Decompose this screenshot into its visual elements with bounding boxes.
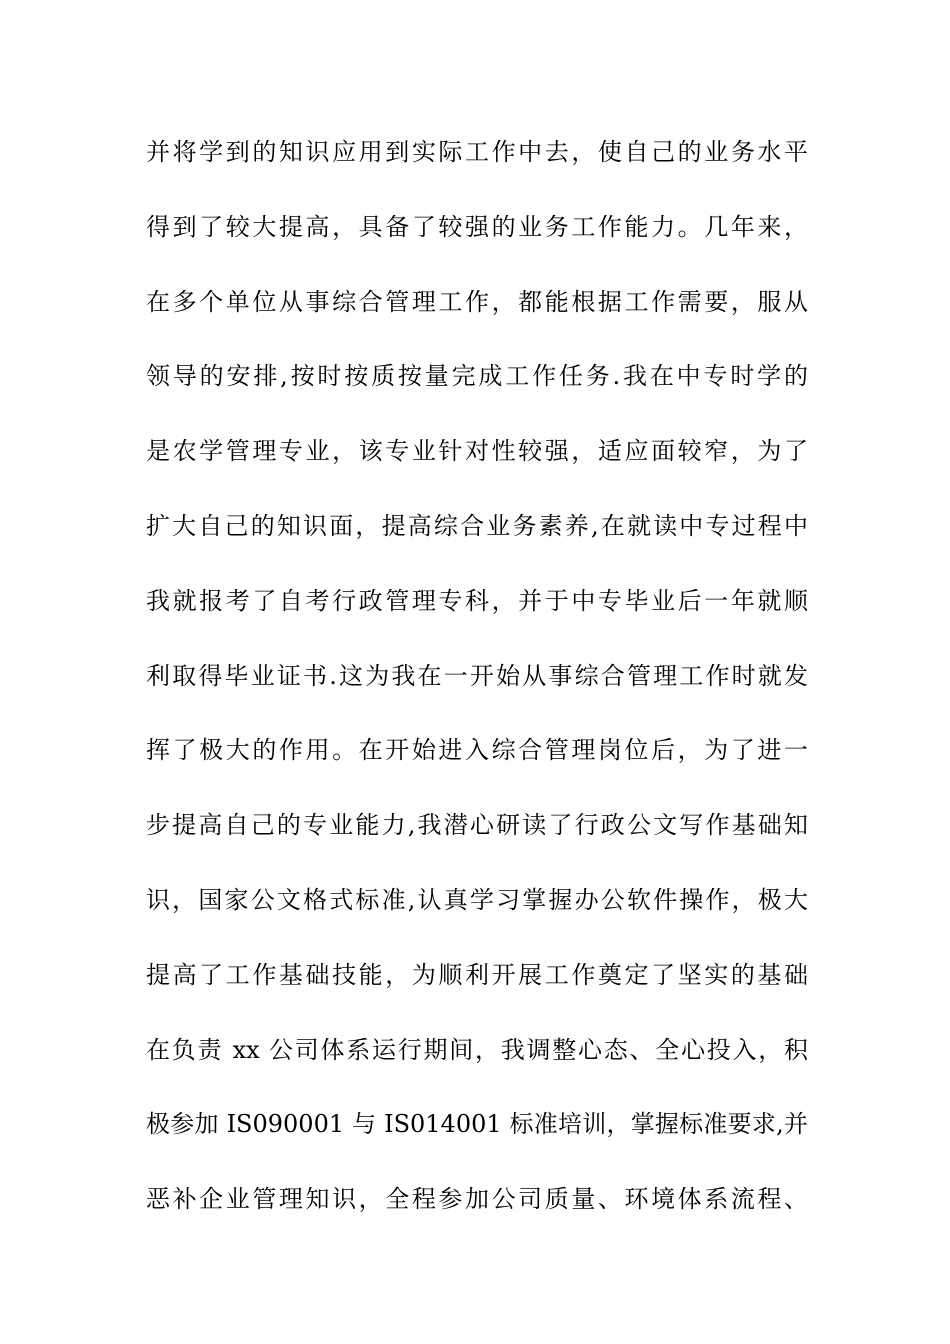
text-line-13: 在负责 xx 公司体系运行期间，我调整心态、全心投入，积 [146, 1035, 808, 1064]
text-line-15: 恶补企业管理知识，全程参加公司质量、环境体系流程、 [146, 1185, 808, 1214]
body-text [146, 128, 808, 1250]
text-line-5: 是农学管理专业，该专业针对性较强，适应面较窄，为了 [146, 437, 808, 466]
text-line-6: 扩大自己的知识面，提高综合业务素养,在就读中专过程中 [146, 511, 808, 540]
text-line-3: 在多个单位从事综合管理工作，都能根据工作需要，服从 [146, 287, 808, 316]
text-line-1: 并将学到的知识应用到实际工作中去，使自己的业务水平 [146, 138, 808, 166]
text-line-10: 步提高自己的专业能力,我潜心研读了行政公文写作基础知 [146, 811, 808, 840]
text-line-14: 极参加 IS090001 与 IS014001 标准培训，掌握标准要求,并 [146, 1110, 808, 1139]
text-line-12: 提高了工作基础技能，为顺利开展工作奠定了坚实的基础 [146, 960, 808, 989]
text-line-11: 识，国家公文格式标准,认真学习掌握办公软件操作，极大 [146, 885, 808, 914]
text-line-9: 挥了极大的作用。在开始进入综合管理岗位后，为了进一 [146, 736, 808, 765]
text-line-8: 利取得毕业证书.这为我在一开始从事综合管理工作时就发 [146, 661, 808, 690]
text-line-2: 得到了较大提高，具备了较强的业务工作能力。几年来， [146, 212, 808, 241]
text-line-4: 领导的安排,按时按质按量完成工作任务.我在中专时学的 [146, 362, 808, 391]
text-line-7: 我就报考了自考行政管理专科，并于中专毕业后一年就顺 [146, 586, 808, 615]
